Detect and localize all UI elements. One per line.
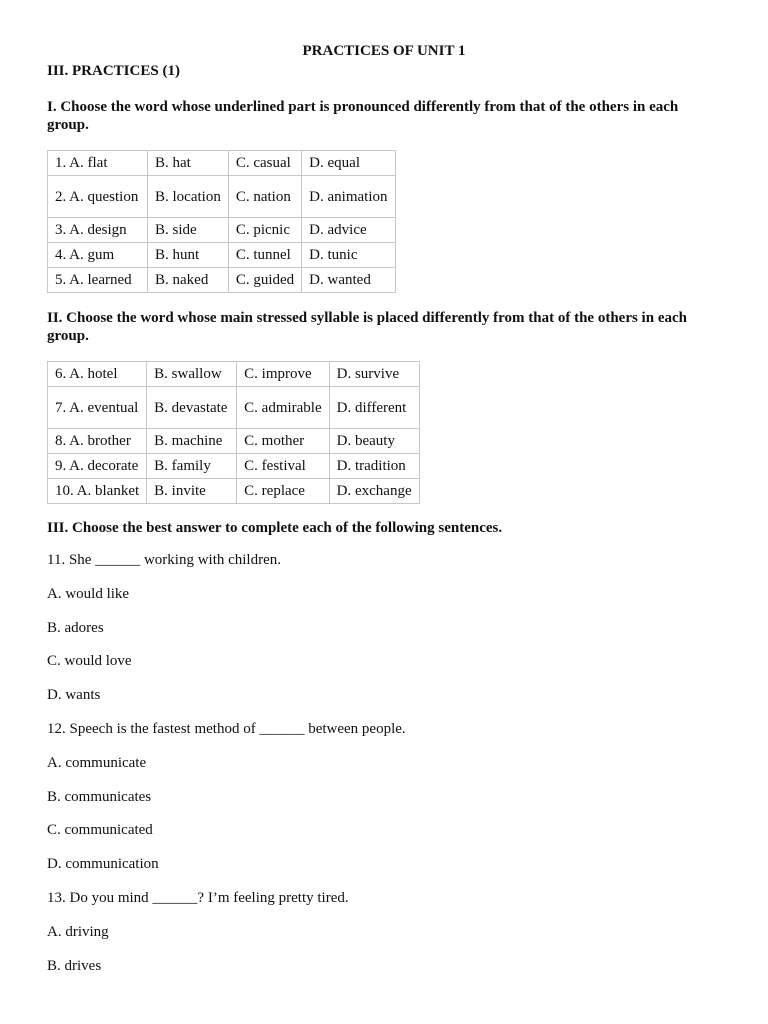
table-cell: B. side: [148, 218, 229, 243]
answer-option: B. drives: [47, 958, 102, 974]
table-row: [48, 268, 396, 293]
table-cell: 7. A. eventual: [48, 387, 147, 429]
answer-option: B. communicates: [47, 789, 152, 805]
table-cell: B. hunt: [148, 243, 229, 268]
table-cell: B. devastate: [147, 387, 237, 429]
table-cell: D. wanted: [302, 268, 395, 293]
table-cell: B. swallow: [147, 362, 237, 387]
table-cell: C. nation: [228, 176, 301, 218]
section-2-heading: II. Choose the word whose main stressed syllable is placed differently from that of the others in each group.: [47, 310, 687, 344]
table-cell: 9. A. decorate: [48, 454, 147, 479]
table-row: [48, 454, 420, 479]
table-cell: 6. A. hotel: [48, 362, 147, 387]
answer-option: C. would love: [47, 653, 132, 669]
table-cell: C. replace: [237, 479, 329, 504]
table-row: [48, 362, 420, 387]
table-row: [48, 479, 420, 504]
table-cell: C. tunnel: [228, 243, 301, 268]
section-3-heading: III. Choose the best answer to complete each of the following sentences.: [47, 520, 503, 536]
practice-heading: III. PRACTICES (1): [47, 63, 180, 79]
answer-option: D. communication: [47, 856, 159, 872]
table-row: [48, 387, 420, 429]
table-row: [48, 151, 396, 176]
table-cell: D. animation: [302, 176, 395, 218]
table-row: [48, 429, 420, 454]
table-cell: D. advice: [302, 218, 395, 243]
table-cell: 5. A. learned: [48, 268, 148, 293]
table-cell: 8. A. brother: [48, 429, 147, 454]
table-cell: 2. A. question: [48, 176, 148, 218]
question-13: 13. Do you mind ______? I’m feeling pretty tired.: [47, 890, 349, 906]
table-cell: C. guided: [228, 268, 301, 293]
section-1-heading: I. Choose the word whose underlined part is pronounced differently from that of the others in each group.: [47, 99, 679, 133]
table-cell: D. survive: [329, 362, 419, 387]
answer-option: A. would like: [47, 586, 130, 602]
table-cell: B. location: [148, 176, 229, 218]
table-cell: D. equal: [302, 151, 395, 176]
table-cell: D. tunic: [302, 243, 395, 268]
table-row: [48, 218, 396, 243]
table-cell: 1. A. flat: [48, 151, 148, 176]
table-cell: B. naked: [148, 268, 229, 293]
table-cell: B. hat: [148, 151, 229, 176]
question-12: 12. Speech is the fastest method of ______ between people.: [47, 721, 406, 737]
table-cell: B. machine: [147, 429, 237, 454]
table-cell: C. picnic: [228, 218, 301, 243]
document-title: PRACTICES OF UNIT 1: [302, 43, 466, 59]
table-cell: C. improve: [237, 362, 329, 387]
table-cell: 10. A. blanket: [48, 479, 147, 504]
table-cell: 3. A. design: [48, 218, 148, 243]
table-cell: C. casual: [228, 151, 301, 176]
table-cell: C. admirable: [237, 387, 329, 429]
table-cell: B. family: [147, 454, 237, 479]
table-cell: D. beauty: [329, 429, 419, 454]
answer-option: A. communicate: [47, 755, 147, 771]
answer-option: B. adores: [47, 620, 104, 636]
table-row: [48, 176, 396, 218]
table-cell: D. different: [329, 387, 419, 429]
answer-option: C. communicated: [47, 822, 153, 838]
question-11: 11. She ______ working with children.: [47, 552, 282, 568]
table-cell: 4. A. gum: [48, 243, 148, 268]
table-cell: C. mother: [237, 429, 329, 454]
table-row: [48, 243, 396, 268]
table-cell: D. tradition: [329, 454, 419, 479]
answer-option: D. wants: [47, 687, 101, 703]
stress-table: [47, 361, 420, 504]
table-cell: B. invite: [147, 479, 237, 504]
pronunciation-table: [47, 150, 396, 293]
answer-option: A. driving: [47, 924, 109, 940]
table-cell: C. festival: [237, 454, 329, 479]
table-cell: D. exchange: [329, 479, 419, 504]
